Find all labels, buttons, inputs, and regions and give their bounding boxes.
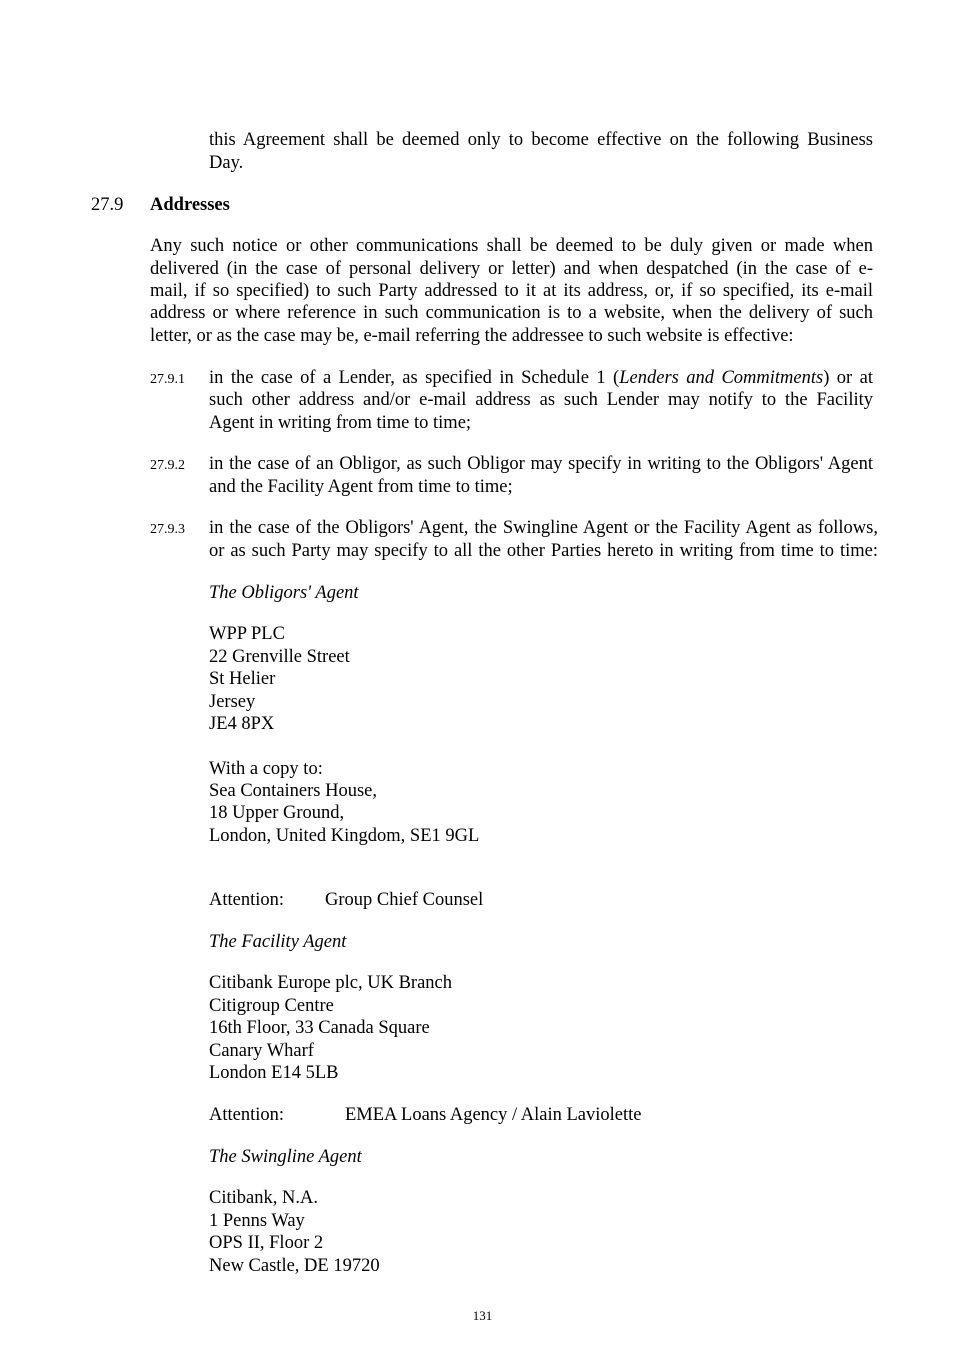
subclause-3-line-1: in the case of the Obligors' Agent, the Swingline Agent or the Facility Agent as follows, [209, 518, 878, 538]
page-number: 131 [472, 1308, 493, 1323]
subclause-number: 27.9.3 [150, 522, 185, 537]
address-line: WPP PLC [209, 624, 285, 644]
clause-heading: Addresses [150, 195, 230, 215]
address-line: Jersey [209, 692, 256, 712]
subclause-number: 27.9.1 [150, 372, 185, 387]
copy-line: With a copy to: [209, 759, 323, 779]
address-line: Citibank Europe plc, UK Branch [209, 973, 453, 993]
clause-para-line-3: mail, if so specified) to such Party addressed to it at its address, or, if so specified, its e-mail [150, 281, 873, 301]
address-line: 1 Penns Way [209, 1211, 305, 1231]
intro-line-1: this Agreement shall be deemed only to become effective on the following Business [209, 130, 873, 150]
attention-value: EMEA Loans Agency / Alain Laviolette [345, 1105, 642, 1125]
attention-label: Attention: [209, 890, 285, 910]
clause-para-line-2: delivered (in the case of personal delivery or letter) and when despatched (in the case of e- [150, 259, 873, 279]
intro-line-2: Day. [209, 153, 244, 173]
subclause-number: 27.9.2 [150, 458, 185, 473]
clause-number: 27.9 [91, 195, 124, 215]
address-line: St Helier [209, 669, 276, 689]
attention-label: Attention: [209, 1105, 285, 1125]
obligors-agent-heading: The Obligors' Agent [209, 583, 359, 603]
address-line: Canary Wharf [209, 1041, 314, 1061]
copy-line: 18 Upper Ground, [209, 803, 345, 823]
swingline-agent-heading: The Swingline Agent [209, 1147, 362, 1167]
address-line: 16th Floor, 33 Canada Square [209, 1018, 430, 1038]
address-line: Citibank, N.A. [209, 1188, 318, 1208]
subclause-1-line-2: such other address and/or e-mail address as such Lender may notify to the Facility [209, 390, 873, 410]
address-line: New Castle, DE 19720 [209, 1256, 380, 1276]
subclause-2-line-2: and the Facility Agent from time to time; [209, 477, 513, 497]
clause-para-line-5: letter, or as the case may be, e-mail referring the addressee to such website is effective: [150, 326, 794, 346]
address-line: JE4 8PX [209, 714, 275, 734]
address-line: 22 Grenville Street [209, 647, 350, 667]
subclause-3-line-2: or as such Party may specify to all the other Parties hereto in writing from time to time: [209, 541, 878, 561]
attention-value: Group Chief Counsel [325, 890, 484, 910]
copy-line: Sea Containers House, [209, 781, 378, 801]
clause-para-line-1: Any such notice or other communications shall be deemed to be duly given or made when [150, 236, 873, 256]
subclause-2-line-1: in the case of an Obligor, as such Obligor may specify in writing to the Obligors' Agent [209, 454, 873, 474]
copy-line: London, United Kingdom, SE1 9GL [209, 826, 480, 846]
clause-para-line-4: address or where reference in such communication is to a website, when the delivery of such [150, 303, 873, 323]
address-line: OPS II, Floor 2 [209, 1233, 324, 1253]
facility-agent-heading: The Facility Agent [209, 932, 347, 952]
subclause-1-line-3: Agent in writing from time to time; [209, 413, 472, 433]
subclause-1-line-1: in the case of a Lender, as specified in Schedule 1 (Lenders and Commitments) or at [209, 368, 873, 388]
address-line: Citigroup Centre [209, 996, 334, 1016]
address-line: London E14 5LB [209, 1063, 339, 1083]
